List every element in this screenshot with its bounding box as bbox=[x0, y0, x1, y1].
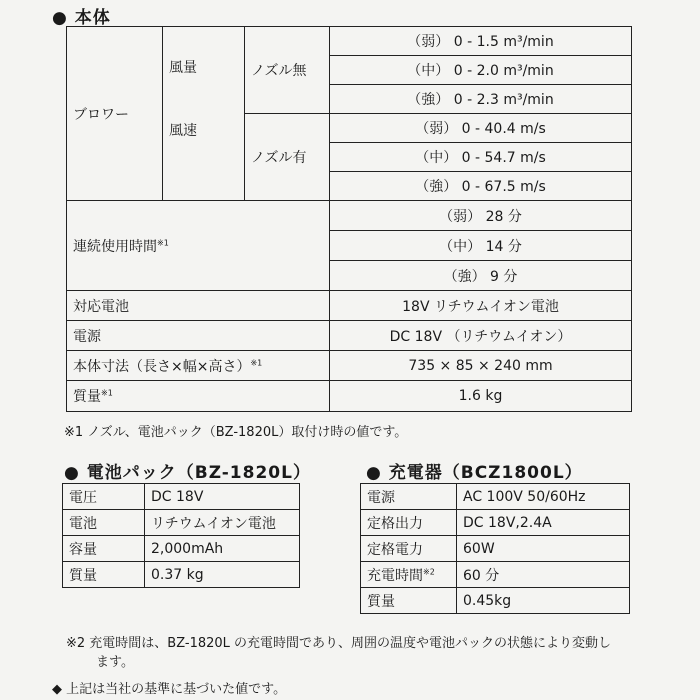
main-spec-table bbox=[66, 26, 632, 412]
footnote-2-line2: ます。 bbox=[96, 655, 134, 670]
size-label: 本体寸法（長さ×幅×高さ）$^{※1}$ bbox=[67, 351, 330, 381]
charger-value: AC 100V 50/60Hz bbox=[457, 484, 630, 510]
battery-pack-label: 電池 bbox=[63, 510, 145, 536]
runtime-label: 連続使用時間$^{※1}$ bbox=[67, 201, 330, 291]
charger-value: DC 18V,2.4A bbox=[457, 510, 630, 536]
mass-label: 質量$^{※1}$ bbox=[67, 381, 330, 412]
air-volume-weak: （弱） 0 - 1.5 m³/min bbox=[330, 27, 632, 56]
runtime-mid: （中） 14 分 bbox=[330, 231, 632, 261]
size-value: 735 × 85 × 240 mm bbox=[330, 351, 632, 381]
main-heading: ● 本体 bbox=[52, 8, 111, 28]
charger-label: 定格電力 bbox=[361, 536, 457, 562]
charger-value: 60W bbox=[457, 536, 630, 562]
charger-heading: ● 充電器（BCZ1800L） bbox=[366, 463, 583, 483]
air-speed-weak: （弱） 0 - 40.4 m/s bbox=[330, 114, 632, 143]
charger-table bbox=[360, 483, 630, 614]
nozzle-none-label: ノズル無 bbox=[245, 27, 330, 114]
footnote-1: ※1 ノズル、電池パック（BZ-1820L）取付け時の値です。 bbox=[64, 425, 408, 440]
footnote-mark: ※1 bbox=[157, 237, 169, 247]
battery-pack-value: 2,000mAh bbox=[145, 536, 300, 562]
runtime-weak: （弱） 28 分 bbox=[330, 201, 632, 231]
footnote-2-line1: ※2 充電時間は、BZ-1820L の充電時間であり、周囲の温度や電池パックの状態により変動し bbox=[66, 636, 612, 651]
battery-pack-label: 質量 bbox=[63, 562, 145, 588]
air-volume-label: 風量 bbox=[163, 27, 245, 114]
runtime-strong: （強） 9 分 bbox=[330, 261, 632, 291]
battery-pack-table bbox=[62, 483, 300, 588]
battery-pack-label: 容量 bbox=[63, 536, 145, 562]
charger-label: 電源 bbox=[361, 484, 457, 510]
nozzle-with-label: ノズル有 bbox=[245, 114, 330, 201]
mass-value: 1.6 kg bbox=[330, 381, 632, 412]
footnote-mark: ※1 bbox=[101, 388, 113, 398]
charger-value: 60 分 bbox=[457, 562, 630, 588]
battery-pack-value: リチウムイオン電池 bbox=[145, 510, 300, 536]
air-speed-strong: （強） 0 - 67.5 m/s bbox=[330, 172, 632, 201]
power-value: DC 18V （リチウムイオン） bbox=[330, 321, 632, 351]
air-volume-mid: （中） 0 - 2.0 m³/min bbox=[330, 56, 632, 85]
charger-label: 定格出力 bbox=[361, 510, 457, 536]
power-label: 電源 bbox=[67, 321, 330, 351]
air-volume-strong: （強） 0 - 2.3 m³/min bbox=[330, 85, 632, 114]
air-speed-label: 風速 bbox=[163, 114, 245, 201]
charger-label: 充電時間$^{※2}$ bbox=[361, 562, 457, 588]
battery-pack-value: DC 18V bbox=[145, 484, 300, 510]
charger-value: 0.45kg bbox=[457, 588, 630, 614]
air-speed-mid: （中） 0 - 54.7 m/s bbox=[330, 143, 632, 172]
battery-value: 18V リチウムイオン電池 bbox=[330, 291, 632, 321]
charger-label: 質量 bbox=[361, 588, 457, 614]
battery-pack-label: 電圧 bbox=[63, 484, 145, 510]
battery-pack-heading: ● 電池パック（BZ-1820L） bbox=[64, 463, 311, 483]
footnote-mark: ※1 bbox=[250, 357, 263, 367]
footnote-mark: ※2 bbox=[423, 566, 435, 576]
footnote-3: ◆ 上記は当社の基準に基づいた値です。 bbox=[52, 682, 287, 697]
battery-pack-value: 0.37 kg bbox=[145, 562, 300, 588]
blower-label: ブロワー bbox=[67, 27, 163, 201]
battery-label: 対応電池 bbox=[67, 291, 330, 321]
